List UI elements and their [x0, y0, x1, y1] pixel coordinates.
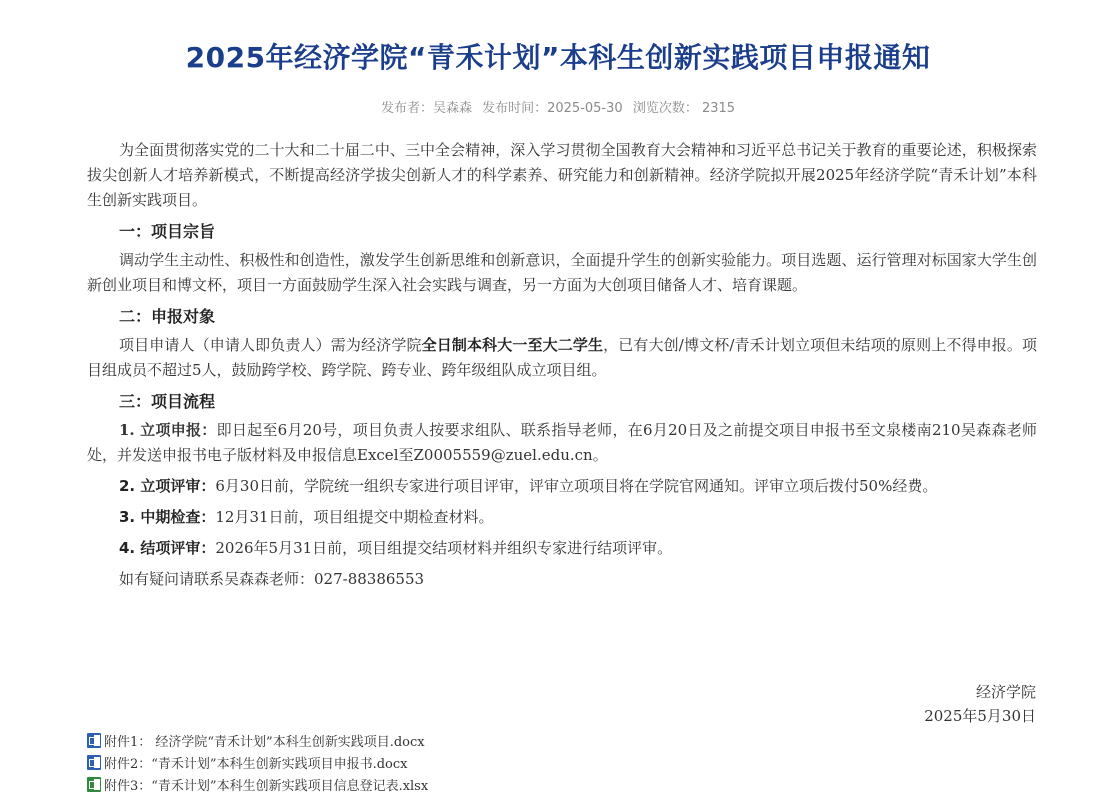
article-body	[87, 138, 1037, 592]
section-heading-process: 三：项目流程	[119, 392, 216, 411]
step-text: 2026年5月31日前，项目组提交结项材料并组织专家进行结项评审。	[215, 539, 673, 557]
signature-date: 2025年5月30日	[924, 707, 1036, 725]
intro-paragraph: 为全面贯彻落实党的二十大和二十届二中、三中全会精神，深入学习贯彻全国教育大会精神和习近平总书记关于教育的重要论述，积极探索拔尖创新人才培养新模式，不断提高经济学拔尖创新人才的科学素养、研究能力和创新精神。经济学院拟开展2025年经济学院“青禾计划”本科生创新实践项目。	[87, 141, 1037, 209]
process-step	[87, 474, 1037, 499]
section-heading-eligibility: 二：申报对象	[119, 307, 216, 326]
step-text: 6月30日前，学院统一组织专家进行项目评审，评审立项项目将在学院官网通知。评审立项后拨付50%经费。	[215, 477, 938, 495]
attachment-item[interactable]	[87, 751, 787, 773]
excel-xls-icon	[87, 777, 101, 792]
eligibility-emphasis: 全日制本科大一至大二学生	[421, 336, 604, 354]
attachment-item[interactable]	[87, 729, 787, 751]
attachment-link[interactable]: 附件1： 经济学院“青禾计划”本科生创新实践项目.docx	[104, 734, 425, 750]
attachment-link[interactable]: 附件2：“青禾计划”本科生创新实践项目申报书.docx	[104, 756, 408, 772]
view-count: 浏览次数： 2315	[632, 101, 736, 116]
word-doc-icon	[87, 755, 101, 770]
process-step	[87, 505, 1037, 530]
signature-org: 经济学院	[975, 683, 1036, 701]
eligibility-text-post: ，已有大创/博文杯/青禾计划立项但未结项的原则上不得申报。项目组成员不超过5人，鼓励跨学校、跨学院、跨专业、跨年级组队成立项目组。	[87, 336, 1037, 379]
process-step	[87, 418, 1037, 468]
step-label: 1. 立项申报：	[119, 421, 217, 439]
attachment-item[interactable]	[87, 773, 787, 795]
article-meta	[0, 97, 1116, 116]
process-step	[87, 536, 1037, 561]
publish-time: 发布时间：2025-05-30	[482, 101, 623, 116]
purpose-paragraph: 调动学生主动性、积极性和创造性，激发学生创新思维和创新意识，全面提升学生的创新实验能力。项目选题、运行管理对标国家大学生创新创业项目和博文杯，项目一方面鼓励学生深入社会实践与调查，另一方面为大创项目储备人才、培育课题。	[87, 251, 1037, 294]
section-heading-purpose: 一：项目宗旨	[119, 222, 216, 241]
word-doc-icon	[87, 733, 101, 748]
contact-line: 如有疑问请联系吴森森老师：027-88386553	[119, 570, 425, 588]
step-text: 即日起至6月20号，项目负责人按要求组队、联系指导老师，在6月20日及之前提交项目申报书至文泉楼南210吴森森老师处，并发送申报书电子版材料及申报信息Excel至Z0005559@zuel.edu.cn。	[87, 421, 1037, 464]
page-title: 2025年经济学院“青禾计划”本科生创新实践项目申报通知	[185, 41, 931, 74]
step-label: 4. 结项评审：	[119, 539, 216, 557]
publisher: 发布者：吴森森	[380, 101, 472, 116]
step-text: 12月31日前，项目组提交中期检查材料。	[215, 508, 494, 526]
attachment-list	[87, 729, 787, 795]
attachment-link[interactable]: 附件3：“青禾计划”本科生创新实践项目信息登记表.xlsx	[104, 778, 429, 794]
eligibility-text-pre: 项目申请人（申请人即负责人）需为经济学院	[119, 336, 422, 354]
eligibility-paragraph	[87, 333, 1037, 383]
step-label: 2. 立项评审：	[119, 477, 216, 495]
step-label: 3. 中期检查：	[119, 508, 216, 526]
